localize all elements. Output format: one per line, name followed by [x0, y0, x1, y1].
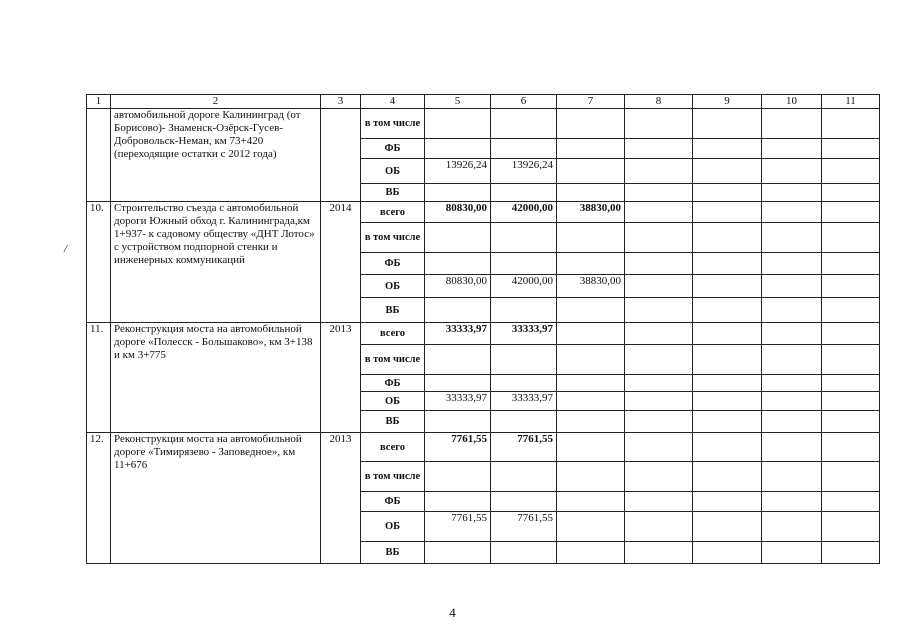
amount-cell: 13926,24 — [491, 159, 557, 184]
amount-cell — [491, 411, 557, 433]
empty-cell — [762, 159, 822, 184]
amount-cell — [425, 109, 491, 139]
empty-cell — [822, 345, 880, 375]
empty-cell — [762, 223, 822, 253]
table-row — [87, 323, 880, 345]
funding-source: ВБ — [361, 298, 425, 323]
empty-cell — [625, 159, 693, 184]
empty-cell — [693, 542, 762, 564]
empty-cell — [625, 139, 693, 159]
empty-cell — [822, 492, 880, 512]
column-number-header: 1 — [87, 95, 111, 109]
column-number-header: 8 — [625, 95, 693, 109]
empty-cell — [762, 512, 822, 542]
empty-cell — [822, 159, 880, 184]
table-row — [87, 109, 880, 139]
column-number-header: 2 — [111, 95, 321, 109]
empty-cell — [625, 462, 693, 492]
column-number-header: 4 — [361, 95, 425, 109]
amount-cell — [425, 184, 491, 202]
amount-cell: 42000,00 — [491, 202, 557, 223]
item-description: автомобильной дороге Калининград (от Борисово)- Знаменск-Озёрск-Гусев-Добровольск-Неман, км 73+420 (переходящие остатки с 2012 года) — [111, 109, 321, 202]
amount-cell — [557, 462, 625, 492]
empty-cell — [693, 109, 762, 139]
item-year: 2014 — [321, 202, 361, 323]
funding-source: всего — [361, 433, 425, 462]
amount-cell — [425, 375, 491, 392]
amount-cell — [491, 109, 557, 139]
amount-cell: 33333,97 — [425, 323, 491, 345]
item-description: Строительство съезда с автомобильной дороги Южный обход г. Калининграда,км 1+937- к садовому обществу «ДНТ Лотос» с устройством подпорной стенки и инженерных коммуникаций — [111, 202, 321, 323]
amount-cell — [491, 375, 557, 392]
item-description: Реконструкция моста на автомобильной дороге «Тимирязево - Заповедное», км 11+676 — [111, 433, 321, 564]
amount-cell: 80830,00 — [425, 275, 491, 298]
empty-cell — [822, 109, 880, 139]
amount-cell — [425, 298, 491, 323]
page-number: 4 — [449, 605, 456, 620]
amount-cell — [491, 492, 557, 512]
empty-cell — [822, 184, 880, 202]
funding-source: ОБ — [361, 159, 425, 184]
empty-cell — [693, 345, 762, 375]
empty-cell — [762, 202, 822, 223]
funding-source: ФБ — [361, 375, 425, 392]
funding-source: всего — [361, 323, 425, 345]
empty-cell — [822, 253, 880, 275]
empty-cell — [822, 375, 880, 392]
empty-cell — [762, 253, 822, 275]
amount-cell — [557, 159, 625, 184]
item-number — [87, 109, 111, 202]
amount-cell — [557, 433, 625, 462]
funding-source: всего — [361, 202, 425, 223]
amount-cell — [557, 139, 625, 159]
funding-source: ВБ — [361, 411, 425, 433]
empty-cell — [762, 139, 822, 159]
amount-cell — [557, 411, 625, 433]
table-row — [87, 433, 880, 462]
empty-cell — [822, 542, 880, 564]
amount-cell — [557, 223, 625, 253]
empty-cell — [762, 184, 822, 202]
column-number-header-row — [87, 95, 880, 109]
empty-cell — [693, 392, 762, 411]
amount-cell: 13926,24 — [425, 159, 491, 184]
empty-cell — [625, 512, 693, 542]
empty-cell — [822, 462, 880, 492]
item-year — [321, 109, 361, 202]
amount-cell — [557, 109, 625, 139]
amount-cell: 7761,55 — [491, 512, 557, 542]
amount-cell: 38830,00 — [557, 275, 625, 298]
amount-cell: 7761,55 — [425, 512, 491, 542]
empty-cell — [693, 323, 762, 345]
budget-table — [86, 94, 880, 564]
amount-cell — [557, 184, 625, 202]
funding-source: ОБ — [361, 275, 425, 298]
amount-cell: 7761,55 — [425, 433, 491, 462]
empty-cell — [822, 433, 880, 462]
amount-cell — [557, 298, 625, 323]
item-number: 12. — [87, 433, 111, 564]
amount-cell: 33333,97 — [491, 392, 557, 411]
amount-cell — [557, 323, 625, 345]
empty-cell — [822, 411, 880, 433]
empty-cell — [693, 492, 762, 512]
amount-cell — [557, 492, 625, 512]
column-number-header: 3 — [321, 95, 361, 109]
empty-cell — [822, 139, 880, 159]
item-year: 2013 — [321, 433, 361, 564]
amount-cell — [557, 345, 625, 375]
amount-cell — [491, 462, 557, 492]
empty-cell — [693, 375, 762, 392]
amount-cell — [491, 542, 557, 564]
column-number-header: 11 — [822, 95, 880, 109]
empty-cell — [822, 512, 880, 542]
empty-cell — [693, 223, 762, 253]
empty-cell — [762, 275, 822, 298]
empty-cell — [762, 411, 822, 433]
empty-cell — [625, 542, 693, 564]
empty-cell — [822, 202, 880, 223]
empty-cell — [693, 253, 762, 275]
amount-cell: 7761,55 — [491, 433, 557, 462]
funding-source: ФБ — [361, 492, 425, 512]
column-number-header: 7 — [557, 95, 625, 109]
empty-cell — [625, 375, 693, 392]
amount-cell — [491, 298, 557, 323]
empty-cell — [822, 323, 880, 345]
amount-cell: 33333,97 — [425, 392, 491, 411]
empty-cell — [625, 202, 693, 223]
column-number-header: 5 — [425, 95, 491, 109]
empty-cell — [625, 433, 693, 462]
amount-cell — [425, 139, 491, 159]
item-year: 2013 — [321, 323, 361, 433]
table-body — [87, 95, 880, 564]
empty-cell — [693, 512, 762, 542]
funding-source: ВБ — [361, 542, 425, 564]
funding-source: ОБ — [361, 392, 425, 411]
empty-cell — [693, 275, 762, 298]
amount-cell — [557, 392, 625, 411]
amount-cell — [425, 462, 491, 492]
empty-cell — [762, 542, 822, 564]
empty-cell — [693, 139, 762, 159]
column-number-header: 6 — [491, 95, 557, 109]
empty-cell — [762, 323, 822, 345]
empty-cell — [625, 411, 693, 433]
empty-cell — [822, 223, 880, 253]
empty-cell — [625, 345, 693, 375]
amount-cell — [557, 375, 625, 392]
amount-cell: 42000,00 — [491, 275, 557, 298]
empty-cell — [625, 253, 693, 275]
margin-mark: / — [64, 243, 68, 255]
empty-cell — [762, 433, 822, 462]
item-number: 11. — [87, 323, 111, 433]
amount-cell — [425, 411, 491, 433]
empty-cell — [693, 462, 762, 492]
empty-cell — [693, 411, 762, 433]
empty-cell — [762, 109, 822, 139]
amount-cell — [491, 139, 557, 159]
empty-cell — [625, 223, 693, 253]
funding-source: в том числе — [361, 345, 425, 375]
empty-cell — [625, 298, 693, 323]
funding-source: в том числе — [361, 462, 425, 492]
funding-source: ФБ — [361, 139, 425, 159]
table-row — [87, 202, 880, 223]
amount-cell — [557, 542, 625, 564]
amount-cell — [425, 253, 491, 275]
funding-source: ФБ — [361, 253, 425, 275]
item-description: Реконструкция моста на автомобильной дороге «Полесск - Большаково», км 3+138 и км 3+775 — [111, 323, 321, 433]
empty-cell — [693, 159, 762, 184]
amount-cell — [425, 542, 491, 564]
empty-cell — [822, 275, 880, 298]
empty-cell — [762, 298, 822, 323]
empty-cell — [625, 323, 693, 345]
empty-cell — [625, 392, 693, 411]
amount-cell — [557, 253, 625, 275]
empty-cell — [625, 109, 693, 139]
amount-cell — [491, 184, 557, 202]
amount-cell — [425, 345, 491, 375]
empty-cell — [693, 184, 762, 202]
empty-cell — [693, 433, 762, 462]
amount-cell: 80830,00 — [425, 202, 491, 223]
empty-cell — [762, 392, 822, 411]
funding-source: ОБ — [361, 512, 425, 542]
empty-cell — [625, 184, 693, 202]
empty-cell — [693, 202, 762, 223]
amount-cell — [491, 345, 557, 375]
funding-source: ВБ — [361, 184, 425, 202]
item-number: 10. — [87, 202, 111, 323]
empty-cell — [822, 392, 880, 411]
funding-source: в том числе — [361, 109, 425, 139]
amount-cell: 33333,97 — [491, 323, 557, 345]
empty-cell — [625, 275, 693, 298]
amount-cell — [425, 223, 491, 253]
empty-cell — [762, 462, 822, 492]
empty-cell — [762, 375, 822, 392]
empty-cell — [625, 492, 693, 512]
funding-source: в том числе — [361, 223, 425, 253]
amount-cell — [491, 253, 557, 275]
amount-cell: 38830,00 — [557, 202, 625, 223]
empty-cell — [822, 298, 880, 323]
amount-cell — [425, 492, 491, 512]
empty-cell — [762, 492, 822, 512]
column-number-header: 9 — [693, 95, 762, 109]
amount-cell — [491, 223, 557, 253]
column-number-header: 10 — [762, 95, 822, 109]
empty-cell — [762, 345, 822, 375]
amount-cell — [557, 512, 625, 542]
empty-cell — [693, 298, 762, 323]
